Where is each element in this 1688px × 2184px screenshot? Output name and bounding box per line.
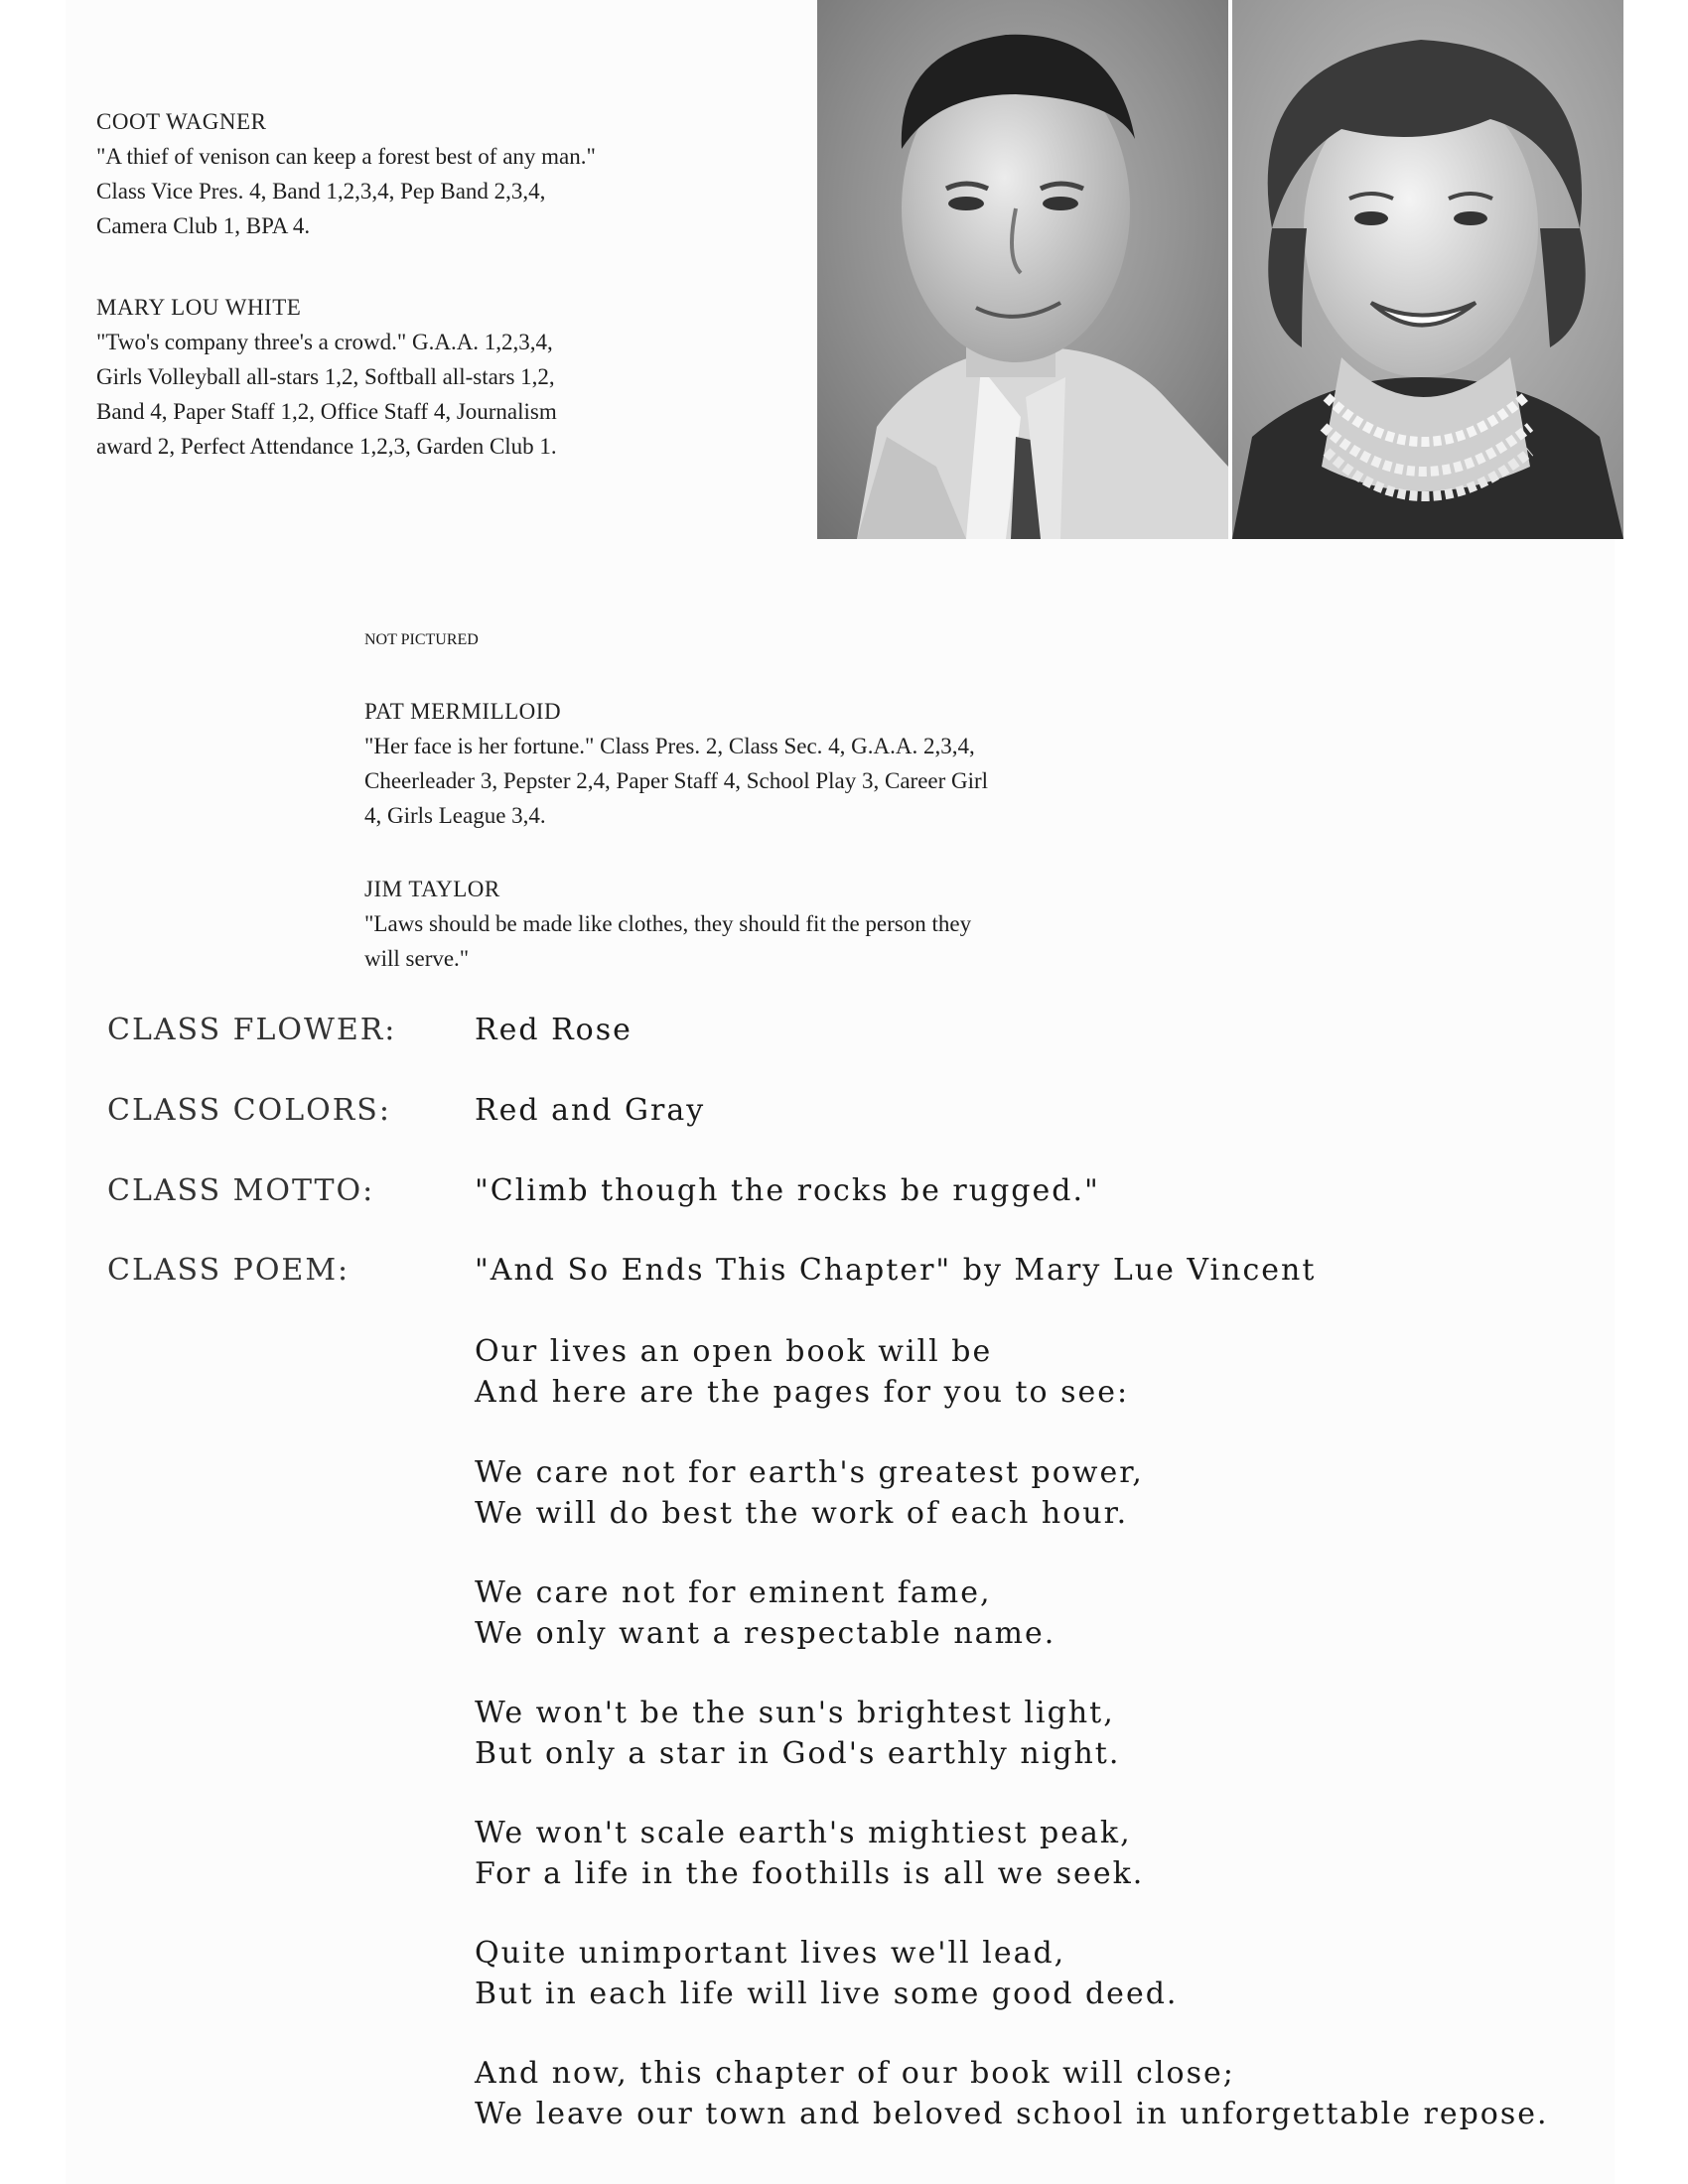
class-colors-value: Red and Gray [475, 1093, 706, 1128]
not-pictured-name: PAT MERMILLOID [364, 699, 562, 724]
senior-entry [96, 105, 811, 243]
not-pictured-entry [364, 873, 1258, 976]
not-pictured-entry [364, 695, 1258, 833]
portrait-photo-mary-lou-white [1232, 0, 1623, 539]
poem-line: We only want a respectable name. [475, 1616, 1056, 1651]
class-poem-label: CLASS POEM: [107, 1253, 351, 1288]
not-pictured-line: will serve." [364, 946, 470, 971]
poem-line: We leave our town and beloved school in unforgettable repose. [475, 2097, 1549, 2131]
not-pictured-line: Cheerleader 3, Pepster 2,4, Paper Staff 4, School Play 3, Career Girl [364, 768, 989, 793]
class-flower-label: CLASS FLOWER: [107, 1013, 397, 1047]
not-pictured-heading: NOT PICTURED [364, 631, 479, 648]
class-motto-label: CLASS MOTTO: [107, 1173, 375, 1208]
poem-stanza [475, 1331, 1607, 1413]
poem-stanza [475, 1693, 1607, 1774]
poem-line: We won't scale earth's mightiest peak, [475, 1816, 1132, 1850]
poem-line: We won't be the sun's brightest light, [475, 1696, 1115, 1730]
poem-line: Quite unimportant lives we'll lead, [475, 1936, 1066, 1971]
poem-line: But in each life will live some good deed. [475, 1977, 1179, 2011]
not-pictured-name: JIM TAYLOR [364, 877, 500, 901]
poem-line: And here are the pages for you to see: [475, 1375, 1130, 1410]
poem-line: But only a star in God's earthly night. [475, 1736, 1121, 1771]
senior-activities: Class Vice Pres. 4, Band 1,2,3,4, Pep Band 2,3,4, [96, 179, 546, 204]
not-pictured-line: "Her face is her fortune." Class Pres. 2, Class Sec. 4, G.A.A. 2,3,4, [364, 734, 975, 758]
poem-line: We care not for eminent fame, [475, 1575, 992, 1610]
senior-activities: Girls Volleyball all-stars 1,2, Softball all-stars 1,2, [96, 364, 555, 389]
poem-line: Our lives an open book will be [475, 1334, 993, 1369]
senior-entry [96, 291, 811, 464]
portrait-male-image [817, 0, 1228, 539]
class-poem-row [107, 1253, 1597, 1297]
class-colors-row [107, 1093, 1597, 1137]
portrait-photo-coot-wagner [817, 0, 1228, 539]
poem-line: We will do best the work of each hour. [475, 1496, 1129, 1531]
senior-quote: "Two's company three's a crowd." G.A.A. 1,2,3,4, [96, 330, 553, 354]
class-flower-row [107, 1013, 1597, 1056]
class-flower-value: Red Rose [475, 1013, 633, 1047]
poem-stanza [475, 1813, 1607, 1894]
senior-name: MARY LOU WHITE [96, 295, 302, 320]
poem-line: We care not for earth's greatest power, [475, 1455, 1144, 1490]
not-pictured-line: "Laws should be made like clothes, they should fit the person they [364, 911, 972, 936]
poem-line: For a life in the foothills is all we seek. [475, 1856, 1145, 1891]
class-motto-row [107, 1173, 1597, 1217]
poem-stanza [475, 2053, 1607, 2134]
senior-name: COOT WAGNER [96, 109, 267, 134]
senior-activities: Band 4, Paper Staff 1,2, Office Staff 4, Journalism [96, 399, 557, 424]
portrait-female-image [1232, 0, 1623, 539]
class-motto-value: "Climb though the rocks be rugged." [475, 1173, 1100, 1208]
senior-activities: Camera Club 1, BPA 4. [96, 213, 311, 238]
poem-stanza [475, 1452, 1607, 1534]
senior-activities: award 2, Perfect Attendance 1,2,3, Garden Club 1. [96, 434, 557, 459]
senior-quote: "A thief of venison can keep a forest best of any man." [96, 144, 596, 169]
not-pictured-line: 4, Girls League 3,4. [364, 803, 546, 828]
poem-stanza [475, 1933, 1607, 2014]
poem-line: And now, this chapter of our book will close; [475, 2056, 1235, 2091]
class-colors-label: CLASS COLORS: [107, 1093, 391, 1128]
poem-stanza [475, 1572, 1607, 1654]
class-poem-value: "And So Ends This Chapter" by Mary Lue Vincent [475, 1253, 1317, 1288]
